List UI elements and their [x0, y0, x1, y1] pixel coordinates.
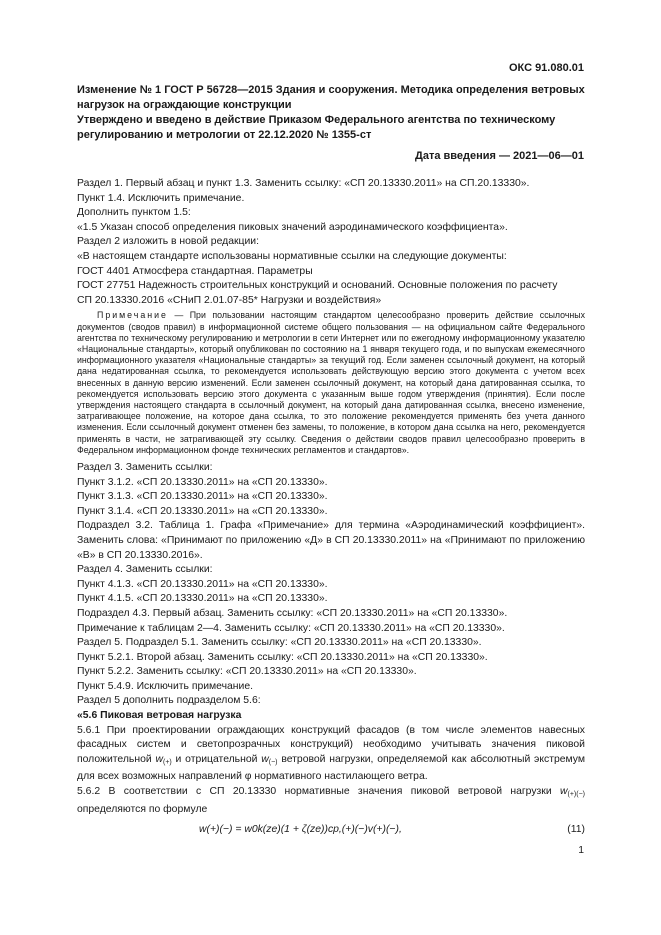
text-line: Раздел 1. Первый абзац и пункт 1.3. Заменить ссылку: «СП 20.13330.2011» на СП.20.13330».: [77, 178, 530, 189]
text-line: Пункт 1.4. Исключить примечание.: [77, 192, 245, 204]
text-line: Пункт 3.1.2. «СП 20.13330.2011» на «СП 20.13330».: [77, 476, 328, 488]
text-line: СП 20.13330.2016 «СНиП 2.01.07-85* Нагрузки и воздействия»: [77, 294, 382, 306]
text-line: Пункт 5.2.1. Второй абзац. Заменить ссылку: «СП 20.13330.2011» на «СП 20.13330».: [77, 651, 488, 663]
text-line: ГОСТ 4401 Атмосфера стандартная. Параметры: [77, 265, 313, 277]
amendment-title: Изменение № 1 ГОСТ Р 56728—2015 Здания и сооружения. Методика определения ветровых нагрузок на ограждающие конструкции: [77, 84, 585, 111]
note-label: Примечание: [97, 310, 168, 321]
text-line: ГОСТ 27751 Надежность строительных конструкций и оснований. Основные положения по расчету: [77, 280, 558, 292]
text-line: «1.5 Указан способ определения пиковых значений аэродинамического коэффициента».: [77, 221, 508, 233]
formula-number: (11): [567, 824, 585, 836]
note-paragraph: [77, 310, 585, 456]
classifier-code: ОКС 91.080.01: [508, 62, 584, 74]
text-paragraph: Подраздел 3.2. Таблица 1. Графа «Примечание» для термина «Аэродинамический коэффициент». Заменить слова: «Принимают по приложению «Д» в СП 20.13330.2011» на «Принимают по приложению «В» в СП 20.13330.2016».: [77, 520, 585, 561]
text-line: Пункт 3.1.3. «СП 20.13330.2011» на «СП 20.13330».: [77, 491, 328, 503]
section-heading: «5.6 Пиковая ветровая нагрузка: [77, 710, 242, 722]
text-line: «В настоящем стандарте использованы нормативные ссылки на следующие документы:: [77, 250, 507, 262]
text-line: Пункт 3.1.4. «СП 20.13330.2011» на «СП 20.13330».: [77, 505, 328, 517]
text-line: Раздел 3. Заменить ссылки:: [77, 461, 213, 473]
text-line: Раздел 5 дополнить подразделом 5.6:: [77, 695, 261, 707]
text-line: Раздел 5. Подраздел 5.1. Заменить ссылку: «СП 20.13330.2011» на «СП 20.13330».: [77, 637, 482, 649]
text-line: Раздел 4. Заменить ссылки:: [77, 564, 213, 576]
document-body: [77, 177, 585, 841]
page-number: 1: [578, 845, 584, 856]
formula-expression: w(+)(−) = w0k(ze)(1 + ζ(ze))cp,(+)(−)v(+)(−),: [199, 824, 402, 836]
text-line: Дополнить пунктом 1.5:: [77, 207, 191, 219]
text-line: Пункт 5.4.9. Исключить примечание.: [77, 680, 254, 692]
text-paragraph: 5.6.2 В соответствии с СП 20.13330 нормативные значения пиковой ветровой нагрузки $w_{(+)(-)}$ определяются по формуле: [77, 786, 586, 815]
formula: [77, 821, 585, 841]
note-text: — При пользовании настоящим стандартом целесообразно проверить действие ссылочных документов (сводов правил) в информационной системе общего пользования — на официальном сайте Федерального агентства по техническому регулированию и метрологии в сети Интернет или по ежегодному информационному указателю «Национальные стандарты», который опубликован по состоянию на 1 января текущего года, и по выпускам ежемесячного информационного указателя «Национальные стандарты» за текущий год. Если заменен ссылочный документ, на который дана недатированная ссылка, то рекомендуется использовать действующую версию этого документа с учетом всех внесенных в данную версию изменений. Если заменен ссылочный документ, на который дана датированная ссылка, то рекомендуется использовать версию этого документа с указанным выше годом утверждения (принятия). Если после утверждения настоящего стандарта в ссылочный документ, на который дана датированная ссылка, внесено изменение, затрагивающее положение, на которое дана ссылка, то это положение рекомендуется применять без учета данного изменения. Если ссылочный документ отменен без замены, то положение, в котором дана ссылка на него, рекомендуется применять в части, не затрагивающей эту ссылку. Сведения о действии сводов правил целесообразно проверить в Федеральном информационном фонде технических регламентов и стандартов».: [77, 310, 586, 455]
text-line: Раздел 2 изложить в новой редакции:: [77, 236, 259, 248]
approval-statement: Утверждено и введено в действие Приказом Федерального агентства по техническому регулированию и метрологии от 22.12.2020 № 1355-ст: [77, 114, 556, 141]
text-line: Подраздел 4.3. Первый абзац. Заменить ссылку: «СП 20.13330.2011» на «СП 20.13330».: [77, 607, 508, 619]
text-line: Пункт 4.1.3. «СП 20.13330.2011» на «СП 20.13330».: [77, 578, 328, 590]
effective-date: Дата введения — 2021—06—01: [415, 150, 584, 162]
text-line: Пункт 4.1.5. «СП 20.13330.2011» на «СП 20.13330».: [77, 593, 328, 605]
text-line: Пункт 5.2.2. Заменить ссылку: «СП 20.13330.2011» на «СП 20.13330».: [77, 666, 417, 678]
text-line: Примечание к таблицам 2—4. Заменить ссылку: «СП 20.13330.2011» на «СП 20.13330».: [77, 622, 505, 634]
text-paragraph: 5.6.1 При проектировании ограждающих конструкций фасадов (в том числе элементов навесных фасадных систем и светопрозрачных конструкций) необходимо учитывать значения пиковой положительной $w_{(+)}$ и отрицательной $w_{(-)}$ ветровой нагрузки, определяемой как абсолютный экстремум для всех возможных направлений φ нормативного настилающего ветра.: [77, 724, 586, 783]
